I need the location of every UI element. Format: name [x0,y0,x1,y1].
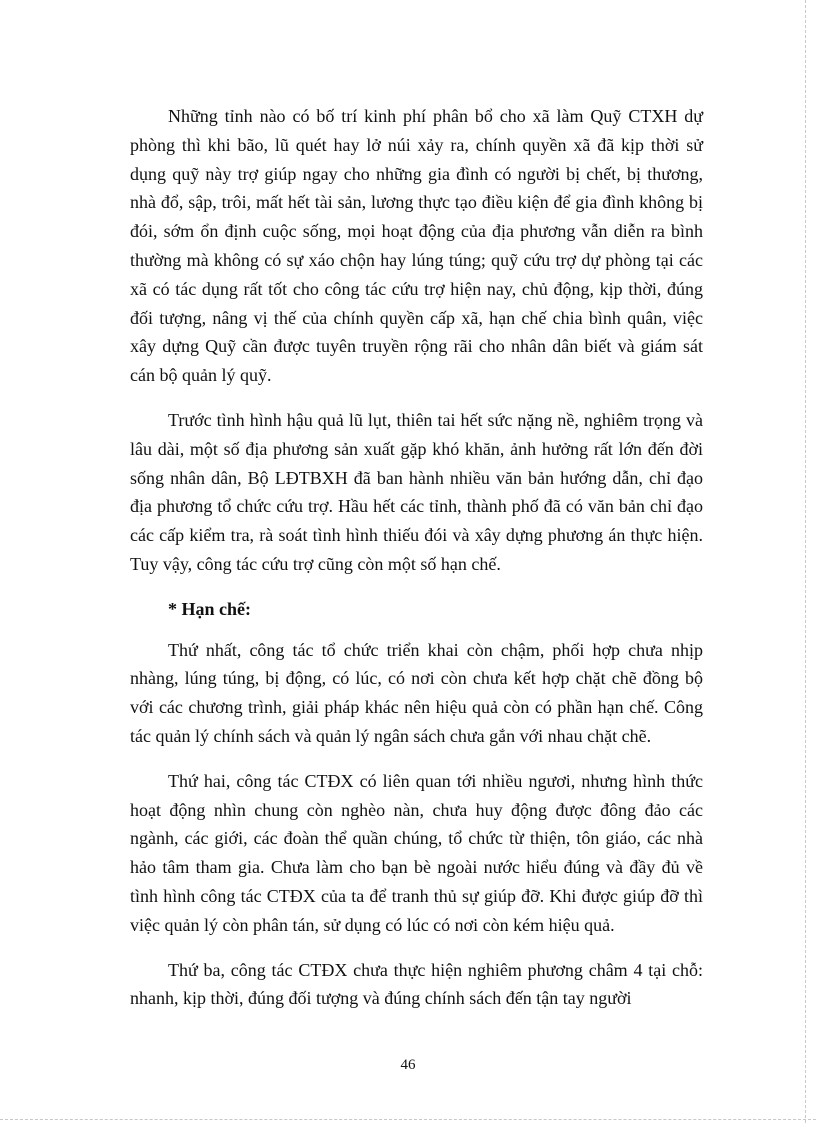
section-heading-limitations: * Hạn chế: [168,598,251,619]
paragraph-relief-situation: Trước tình hình hậu quả lũ lụt, thiên tai hết sức nặng nề, nghiêm trọng và lâu dài, một số địa phương sản xuất gặp khó khăn, ảnh hưởng rất lớn đến đời sống nhân dân, Bộ LĐTBXH đã ban hành nhiều văn bản hướng dẫn, chỉ đạo địa phương tổ chức cứu trợ. Hầu hết các tỉnh, thành phố đã có văn bản chỉ đạo các cấp kiểm tra, rà soát tình hình thiếu đói và xây dựng phương án thực hiện. Tuy vậy, công tác cứu trợ cũng còn một số hạn chế. [130,409,703,574]
body-text [130,102,703,1027]
page-edge-rule-right [805,0,806,1123]
page-edge-rule-bottom [0,1119,816,1120]
page-number: 46 [400,1057,416,1073]
paragraph-third-limitation: Thứ ba, công tác CTĐX chưa thực hiện nghiêm phương châm 4 tại chỗ: nhanh, kịp thời, đúng đối tượng và đúng chính sách đến tận tay người [130,959,703,1009]
paragraph-emergency-fund: Những tỉnh nào có bố trí kinh phí phân bổ cho xã làm Quỹ CTXH dự phòng thì khi bão, lũ quét hay lở núi xảy ra, chính quyền xã đã kịp thời sử dụng quỹ này trợ giúp ngay cho những gia đình có người bị chết, bị thương, nhà đổ, sập, trôi, mất hết tài sản, lương thực tạo điều kiện để gia đình không bị đói, sớm ổn định cuộc sống, mọi hoạt động của địa phương vẫn diễn ra bình thường mà không có sự xáo chộn hay lúng túng; quỹ cứu trợ dự phòng tại các xã có tác dụng rất tốt cho công tác cứu trợ hiện nay, chủ động, kịp thời, đúng đối tượng, nâng vị thế của chính quyền cấp xã, hạn chế chia bình quân, việc xây dựng Quỹ cần được tuyên truyền rộng rãi cho nhân dân biết và giám sát cán bộ quản lý quỹ. [130,106,703,386]
paragraph-second-limitation: Thứ hai, công tác CTĐX có liên quan tới nhiều ngươi, nhưng hình thức hoạt động nhìn chung còn nghèo nàn, chưa huy động được đông đảo các ngành, các giới, các đoàn thể quần chúng, tổ chức từ thiện, tôn giáo, các nhà hảo tâm tham gia. Chưa làm cho bạn bè ngoài nước hiểu đúng và đầy đủ về tình hình công tác CTĐX của ta để tranh thủ sự giúp đỡ. Khi được giúp đỡ thì việc quản lý còn phân tán, sử dụng có lúc có nơi còn kém hiệu quả. [130,770,703,935]
paragraph-first-limitation: Thứ nhất, công tác tổ chức triển khai còn chậm, phối hợp chưa nhịp nhàng, lúng túng, bị động, có lúc, có nơi còn chưa kết hợp chặt chẽ đồng bộ với các chương trình, giải pháp khác nên hiệu quả còn có phần hạn chế. Công tác quản lý chính sách và quản lý ngân sách chưa gắn với nhau chặt chẽ. [130,639,703,746]
